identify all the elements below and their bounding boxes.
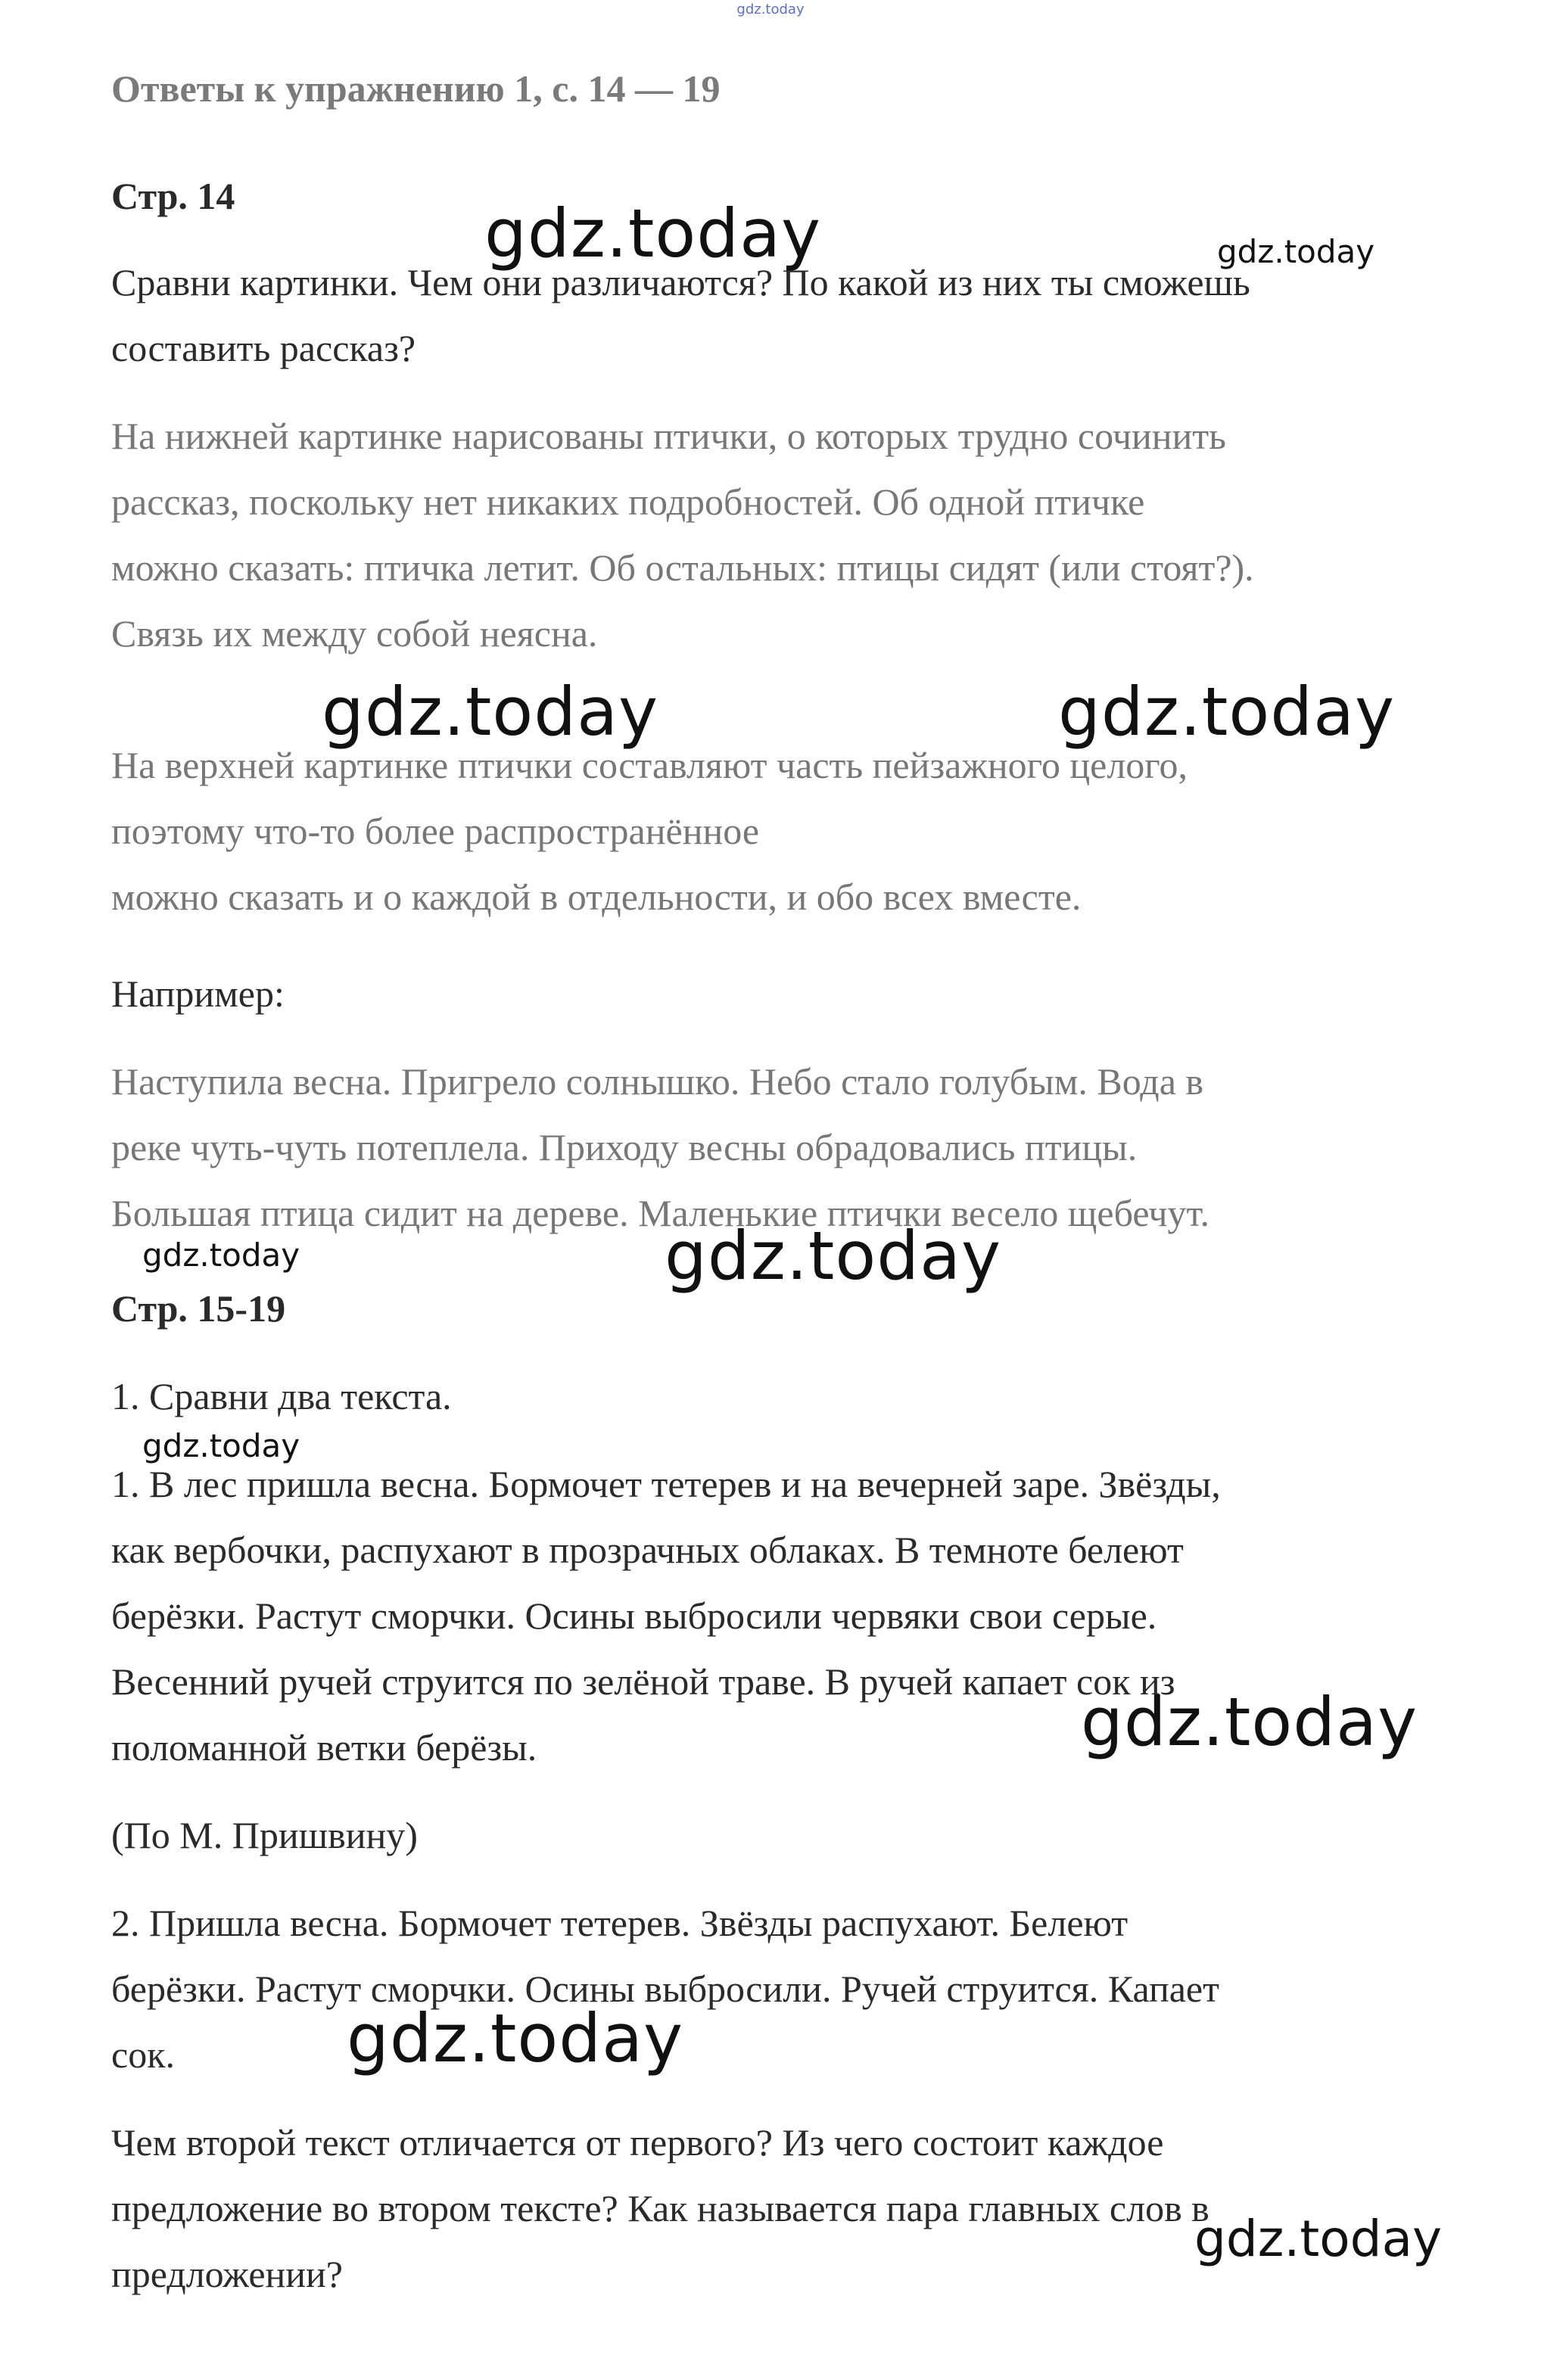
example-label: Например:	[111, 972, 285, 1015]
source-line: (По М. Пришвину)	[111, 1814, 418, 1856]
watermark: gdz.today	[322, 673, 659, 751]
text2-line: берёзки. Растут сморчки. Осины выбросили. Ручей струится. Капает	[111, 1968, 1219, 2010]
question-line: Чем второй текст отличается от первого? Из чего состоит каждое	[111, 2121, 1164, 2164]
text1-line: поломанной ветки берёзы.	[111, 1726, 537, 1769]
watermark: gdz.today	[1058, 673, 1396, 751]
page-title: Ответы к упражнению 1, с. 14 — 19	[111, 67, 721, 110]
watermark: gdz.today	[1081, 1683, 1418, 1761]
header-watermark: gdz.today	[736, 2, 805, 17]
text2-line: сок.	[111, 2033, 175, 2076]
question-line: составить рассказ?	[111, 327, 416, 369]
question-line: предложение во втором тексте? Как называется пара главных слов в	[111, 2187, 1209, 2229]
example-line: реке чуть-чуть потеплела. Приходу весны обрадовались птицы.	[111, 1126, 1138, 1168]
text2-line: 2. Пришла весна. Бормочет тетерев. Звёзды распухают. Белеют	[111, 1902, 1129, 1944]
watermark: gdz.today	[142, 1237, 300, 1274]
answer-line: На нижней картинке нарисованы птички, о которых трудно сочинить	[111, 415, 1226, 457]
answer-line: можно сказать: птичка летит. Об остальных: птицы сидят (или стоят?).	[111, 546, 1254, 589]
example-line: Наступила весна. Пригрело солнышко. Небо стало голубым. Вода в	[111, 1060, 1204, 1103]
watermark: gdz.today	[1194, 2210, 1443, 2268]
text1-line: как вербочки, распухают в прозрачных облаках. В темноте белеют	[111, 1529, 1184, 1571]
question-line: предложении?	[111, 2253, 343, 2295]
watermark: gdz.today	[142, 1427, 300, 1464]
answer-line: На верхней картинке птички составляют часть пейзажного целого,	[111, 744, 1188, 786]
text1-line: Весенний ручей струится по зелёной траве. В ручей капает сок из	[111, 1660, 1175, 1703]
section-heading-p15: Стр. 15-19	[111, 1287, 286, 1330]
answer-line: рассказ, поскольку нет никаких подробностей. Об одной птичке	[111, 481, 1145, 523]
section-heading-p14: Стр. 14	[111, 175, 235, 217]
text1-line: берёзки. Растут сморчки. Осины выбросили червяки свои серые.	[111, 1594, 1157, 1637]
answer-line: Связь их между собой неясна.	[111, 612, 598, 655]
question-line: Сравни картинки. Чем они различаются? По какой из них ты сможешь	[111, 261, 1250, 303]
answer-line: поэтому что-то более распространённое	[111, 810, 760, 852]
example-line: Большая птица сидит на дереве. Маленькие птички весело щебечут.	[111, 1192, 1210, 1234]
answer-line: можно сказать и о каждой в отдельности, и обо всех вместе.	[111, 876, 1082, 918]
text1-line: 1. В лес пришла весна. Бормочет тетерев и на вечерней заре. Звёзды,	[111, 1463, 1221, 1505]
watermark: gdz.today	[484, 194, 822, 272]
task-line: 1. Сравни два текста.	[111, 1375, 452, 1417]
watermark: gdz.today	[1217, 233, 1375, 270]
watermark: gdz.today	[347, 1999, 684, 2077]
watermark: gdz.today	[665, 1217, 1002, 1295]
